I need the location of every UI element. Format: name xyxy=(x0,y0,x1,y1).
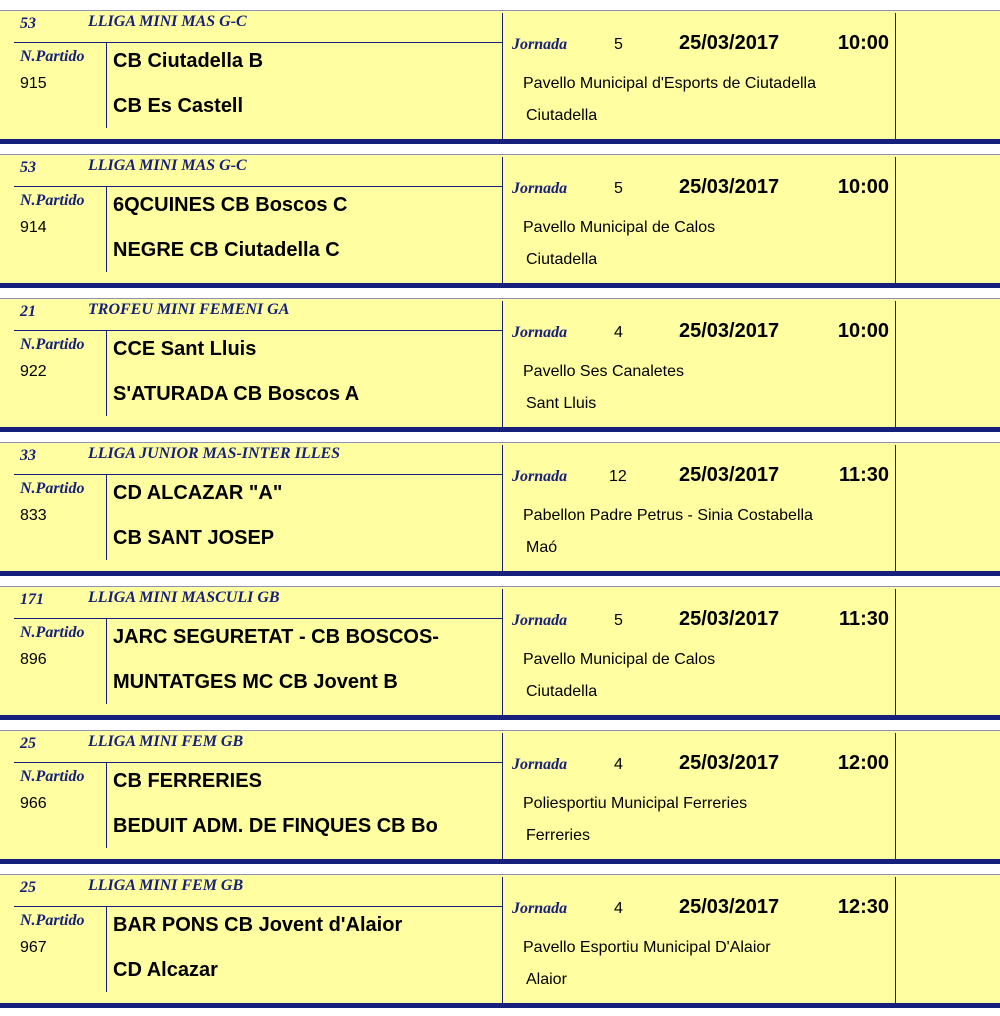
competition-code: 171 xyxy=(20,591,44,608)
card-top-divider xyxy=(0,874,1000,875)
match-card xyxy=(0,874,1000,1008)
jornada-label: Jornada xyxy=(512,36,568,53)
jornada-number: 4 xyxy=(614,324,623,341)
jornada-label: Jornada xyxy=(512,900,568,917)
competition-name: LLIGA MINI FEM GB xyxy=(88,877,244,894)
match-number: 966 xyxy=(20,795,47,812)
match-number: 922 xyxy=(20,363,47,380)
details-right-divider xyxy=(895,13,896,142)
match-date: 25/03/2017 xyxy=(679,464,780,486)
match-number: 967 xyxy=(20,939,47,956)
match-number: 833 xyxy=(20,507,47,524)
home-team: CD ALCAZAR "A" xyxy=(113,482,283,504)
header-underline xyxy=(14,618,502,619)
away-team: BEDUIT ADM. DE FINQUES CB Bo xyxy=(113,815,438,837)
match-number-label: N.Partido xyxy=(20,192,85,209)
venue: Pavello Municipal de Calos xyxy=(523,651,716,668)
home-team: JARC SEGURETAT - CB BOSCOS- xyxy=(113,626,439,648)
city: Ciutadella xyxy=(526,683,598,700)
venue: Pavello Esportiu Municipal D'Alaior xyxy=(523,939,771,956)
competition-code: 53 xyxy=(20,15,36,32)
competition-code: 53 xyxy=(20,159,36,176)
details-right-divider xyxy=(895,733,896,862)
match-date: 25/03/2017 xyxy=(679,320,780,342)
jornada-number: 12 xyxy=(609,468,627,485)
home-team: CCE Sant Lluis xyxy=(113,338,257,360)
venue: Pavello Municipal de Calos xyxy=(523,219,716,236)
match-card xyxy=(0,730,1000,864)
match-date: 25/03/2017 xyxy=(679,752,780,774)
header-underline xyxy=(14,762,502,763)
card-top-divider xyxy=(0,442,1000,443)
teams-details-divider xyxy=(502,301,503,430)
match-number-label: N.Partido xyxy=(20,768,85,785)
away-team: CB Es Castell xyxy=(113,95,244,117)
away-team: CB SANT JOSEP xyxy=(113,527,275,549)
match-number: 914 xyxy=(20,219,47,236)
match-card xyxy=(0,298,1000,432)
match-number-label: N.Partido xyxy=(20,480,85,497)
number-teams-divider xyxy=(106,330,107,416)
match-card xyxy=(0,442,1000,576)
match-card xyxy=(0,154,1000,288)
jornada-label: Jornada xyxy=(512,756,568,773)
match-time: 10:00 xyxy=(837,32,889,54)
match-number: 896 xyxy=(20,651,47,668)
home-team: CB Ciutadella B xyxy=(113,50,264,72)
teams-details-divider xyxy=(502,733,503,862)
home-team: 6QCUINES CB Boscos C xyxy=(113,194,348,216)
number-teams-divider xyxy=(106,618,107,704)
jornada-number: 5 xyxy=(614,612,623,629)
number-teams-divider xyxy=(106,474,107,560)
match-number-label: N.Partido xyxy=(20,624,85,641)
match-time: 12:30 xyxy=(837,896,889,918)
match-date: 25/03/2017 xyxy=(679,176,780,198)
venue: Poliesportiu Municipal Ferreries xyxy=(523,795,748,812)
city: Ferreries xyxy=(526,827,591,844)
number-teams-divider xyxy=(106,762,107,848)
competition-name: LLIGA JUNIOR MAS-INTER ILLES xyxy=(88,445,341,462)
venue: Pabellon Padre Petrus - Sinia Costabella xyxy=(523,507,813,524)
match-time: 10:00 xyxy=(837,176,889,198)
venue: Pavello Ses Canaletes xyxy=(523,363,684,380)
match-card xyxy=(0,586,1000,720)
away-team: CD Alcazar xyxy=(113,959,218,981)
header-underline xyxy=(14,906,502,907)
city: Ciutadella xyxy=(526,251,598,268)
teams-details-divider xyxy=(502,877,503,1006)
match-time: 12:00 xyxy=(837,752,889,774)
match-time: 11:30 xyxy=(838,464,889,486)
match-number-label: N.Partido xyxy=(20,336,85,353)
competition-name: LLIGA MINI MAS G-C xyxy=(88,13,247,30)
competition-code: 21 xyxy=(20,303,36,320)
match-number-label: N.Partido xyxy=(20,48,85,65)
details-right-divider xyxy=(895,445,896,574)
details-right-divider xyxy=(895,157,896,286)
card-top-divider xyxy=(0,730,1000,731)
details-right-divider xyxy=(895,877,896,1006)
competition-code: 25 xyxy=(20,735,36,752)
teams-details-divider xyxy=(502,13,503,142)
card-top-divider xyxy=(0,586,1000,587)
number-teams-divider xyxy=(106,906,107,992)
match-date: 25/03/2017 xyxy=(679,896,780,918)
match-date: 25/03/2017 xyxy=(679,32,780,54)
city: Alaior xyxy=(526,971,567,988)
home-team: BAR PONS CB Jovent d'Alaior xyxy=(113,914,403,936)
match-time: 11:30 xyxy=(838,608,889,630)
teams-details-divider xyxy=(502,445,503,574)
card-top-divider xyxy=(0,154,1000,155)
teams-details-divider xyxy=(502,157,503,286)
teams-details-divider xyxy=(502,589,503,718)
header-underline xyxy=(14,42,502,43)
home-team: CB FERRERIES xyxy=(113,770,262,792)
competition-name: TROFEU MINI FEMENI GA xyxy=(88,301,290,318)
header-underline xyxy=(14,330,502,331)
jornada-label: Jornada xyxy=(512,612,568,629)
competition-name: LLIGA MINI MASCULI GB xyxy=(88,589,280,606)
number-teams-divider xyxy=(106,42,107,128)
match-date: 25/03/2017 xyxy=(679,608,780,630)
jornada-label: Jornada xyxy=(512,468,568,485)
card-top-divider xyxy=(0,298,1000,299)
competition-code: 33 xyxy=(20,447,36,464)
jornada-number: 4 xyxy=(614,900,623,917)
details-right-divider xyxy=(895,301,896,430)
away-team: NEGRE CB Ciutadella C xyxy=(113,239,340,261)
competition-name: LLIGA MINI FEM GB xyxy=(88,733,244,750)
match-card xyxy=(0,10,1000,144)
city: Maó xyxy=(526,539,558,556)
details-right-divider xyxy=(895,589,896,718)
jornada-label: Jornada xyxy=(512,324,568,341)
match-number: 915 xyxy=(20,75,47,92)
jornada-number: 5 xyxy=(614,36,623,53)
away-team: S'ATURADA CB Boscos A xyxy=(113,383,360,405)
venue: Pavello Municipal d'Esports de Ciutadella xyxy=(523,75,816,92)
header-underline xyxy=(14,474,502,475)
card-top-divider xyxy=(0,10,1000,11)
match-number-label: N.Partido xyxy=(20,912,85,929)
jornada-number: 5 xyxy=(614,180,623,197)
jornada-label: Jornada xyxy=(512,180,568,197)
away-team: MUNTATGES MC CB Jovent B xyxy=(113,671,398,693)
city: Sant Lluis xyxy=(526,395,597,412)
city: Ciutadella xyxy=(526,107,598,124)
jornada-number: 4 xyxy=(614,756,623,773)
competition-code: 25 xyxy=(20,879,36,896)
header-underline xyxy=(14,186,502,187)
competition-name: LLIGA MINI MAS G-C xyxy=(88,157,247,174)
match-time: 10:00 xyxy=(837,320,889,342)
number-teams-divider xyxy=(106,186,107,272)
